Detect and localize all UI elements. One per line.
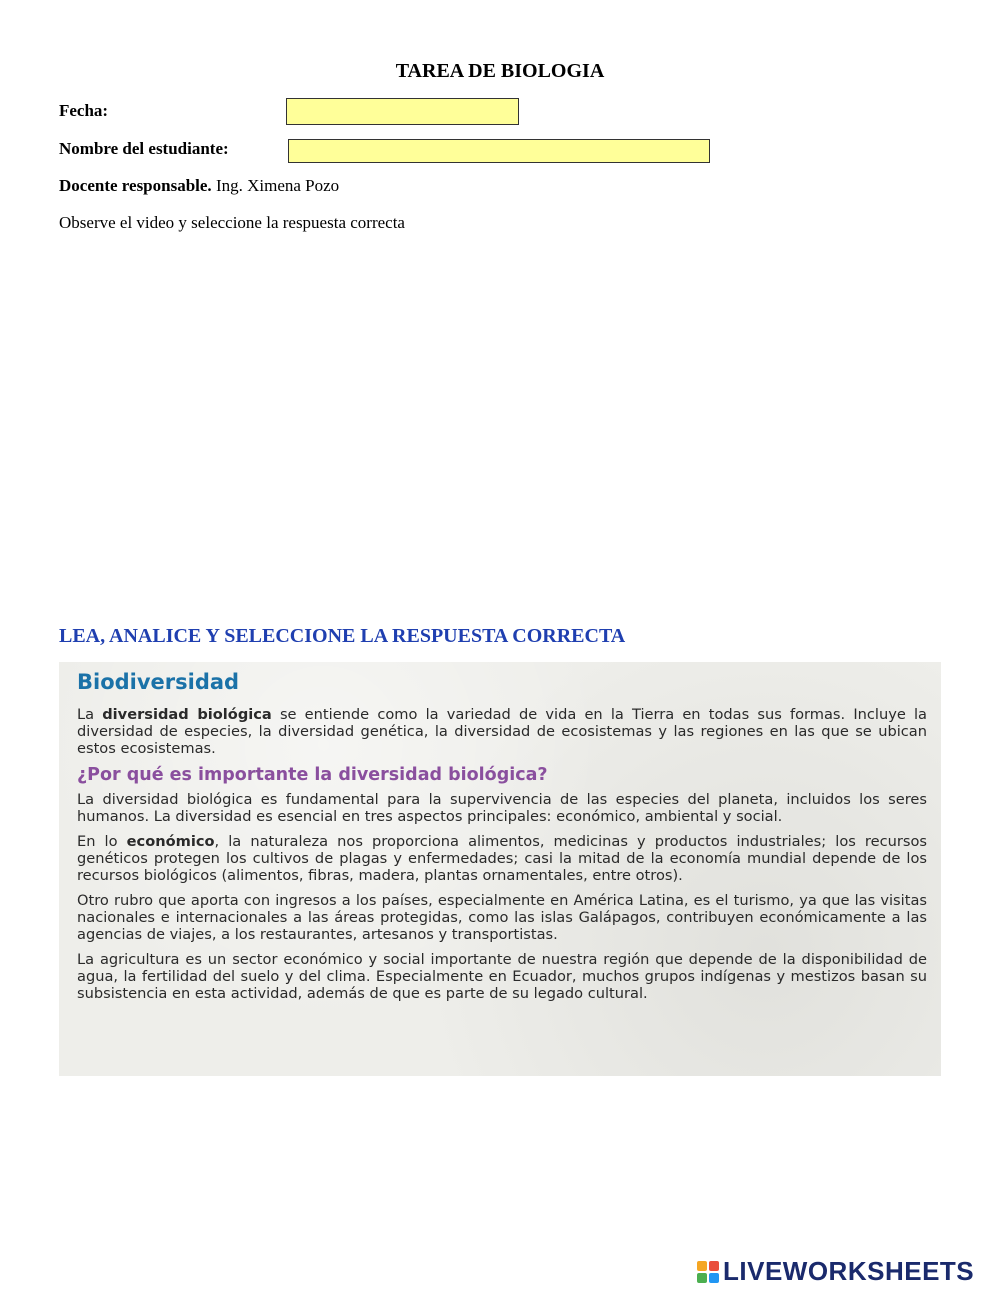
logo-tile [709, 1273, 719, 1283]
logo-tile [697, 1261, 707, 1271]
scan-paragraph-5: La agricultura es un sector económico y social importante de nuestra región que depende de la disponibilidad de agua, la fertilidad del suelo y del clima. Especialmente en Ecuador, muchos grupos indígenas y mestizos basan su subsistencia en esta actividad, además de que es parte de su legado cultural. [77, 951, 927, 1002]
p1-prefix: La [77, 706, 103, 723]
scan-paragraph-2: La diversidad biológica es fundamental para la supervivencia de las especies del planeta, incluidos los seres humanos. La diversidad es esencial en tres aspectos principales: económico, ambiental y social. [77, 791, 927, 825]
scan-subtitle: ¿Por qué es importante la diversidad biológica? [77, 765, 548, 785]
docente-label: Docente responsable. [59, 176, 212, 195]
logo-icon [697, 1261, 719, 1283]
video-instruction: Observe el video y seleccione la respuesta correcta [59, 213, 405, 232]
logo-tile [697, 1273, 707, 1283]
reading-heading: LEA, ANALICE Y SELECCIONE LA RESPUESTA CORRECTA [59, 625, 626, 647]
fecha-label: Fecha: [59, 101, 109, 120]
reading-scan [59, 662, 941, 1076]
docente-value: Ing. Ximena Pozo [215, 176, 340, 195]
logo-text: LIVEWORKSHEETS [723, 1256, 975, 1286]
liveworksheets-logo [697, 1256, 974, 1287]
scan-paragraph-4: Otro rubro que aporta con ingresos a los países, especialmente en América Latina, es el turismo, ya que las visitas nacionales e internacionales a las áreas protegidas, como las islas Galápagos, contribuyen económicamente a las agencias de viajes, a los restaurantes, artesanos y transportistas. [77, 892, 927, 943]
docente-line [59, 176, 339, 196]
fecha-field[interactable] [286, 98, 519, 125]
scan-title: Biodiversidad [77, 670, 240, 694]
p1-rest: se entiende como la variedad de vida en la Tierra en todas sus formas. Incluye la diversidad de especies, la diversidad genética, la diversidad de ecosistemas y las regiones en las que se ubican estos ecosistemas. [77, 706, 927, 757]
p1-bold: diversidad biológica [102, 706, 272, 723]
scan-paragraph-1 [77, 706, 927, 757]
nombre-label: Nombre del estudiante: [59, 139, 229, 158]
page-title: TAREA DE BIOLOGIA [395, 60, 605, 82]
p3-bold: económico [126, 833, 215, 850]
p3-rest: , la naturaleza nos proporciona alimentos, medicinas y productos industriales; los recursos genéticos protegen los cultivos de plagas y enfermedades; casi la mitad de la economía mundial depende de los recursos biológicos (alimentos, fibras, madera, plantas ornamentales, entre otros). [77, 833, 928, 884]
nombre-field[interactable] [288, 139, 710, 163]
video-area [59, 245, 939, 605]
scan-paragraph-3 [77, 833, 927, 884]
logo-tile [709, 1261, 719, 1271]
p3-prefix: En lo [77, 833, 127, 850]
